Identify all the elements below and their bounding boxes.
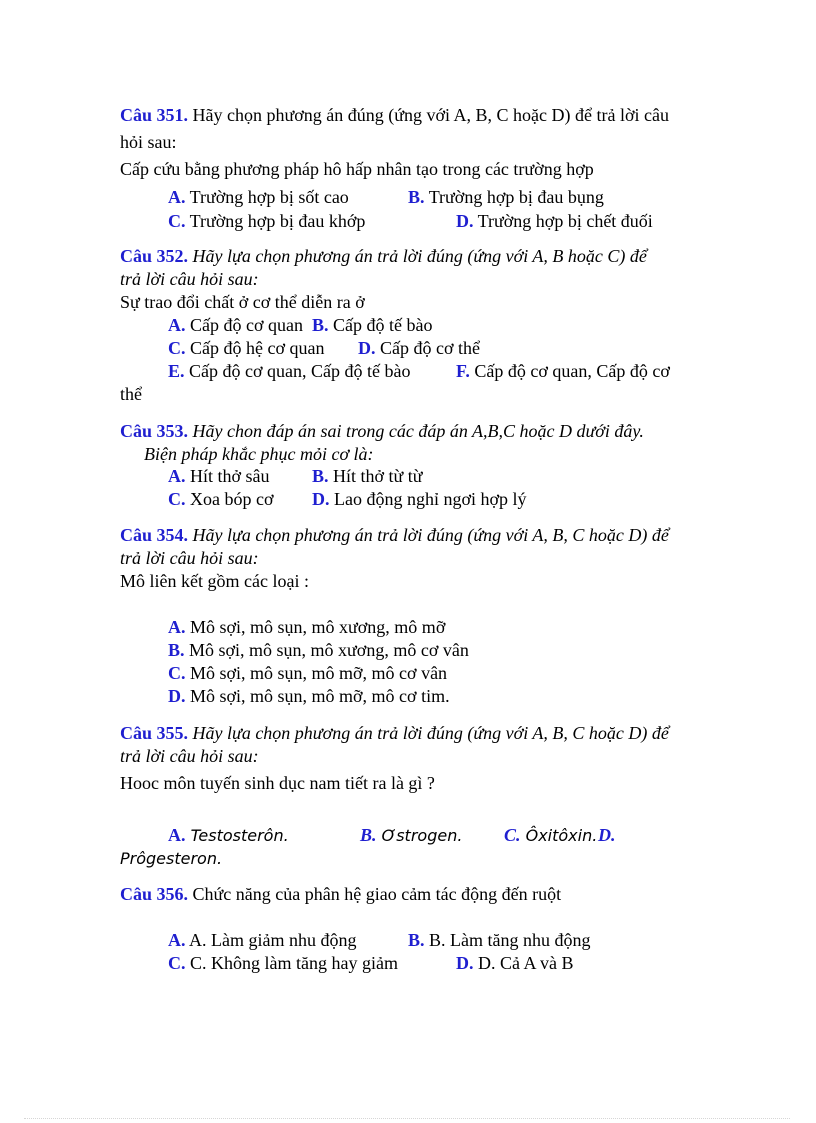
option-b: B. Trường hợp bị đau bụng [408,187,604,207]
option-d: D. Mô sợi, mô sụn, mô mỡ, mô cơ tim. [168,686,450,706]
option-c: C. C. Không làm tăng hay giảm [168,953,398,973]
question-prompt-line: trả lời câu hỏi sau: [120,269,259,289]
question-prompt-line: trả lời câu hỏi sau: [120,746,259,766]
option-c: C. Ôxitôxin. [504,825,598,845]
option-e: E. Cấp độ cơ quan, Cấp độ tế bào [168,361,411,381]
option-a: A. Cấp độ cơ quan [168,315,303,335]
question-number: Câu 353. [120,421,189,441]
option-d: D. Trường hợp bị chết đuối [456,211,653,231]
question-number: Câu 352. [120,246,189,266]
option-d: D. Lao động nghỉ ngơi hợp lý [312,489,527,509]
option-b: B. B. Làm tăng nhu động [408,930,591,950]
question-number: Câu 356. [120,884,189,904]
option-b: B. Cấp độ tế bào [312,315,433,335]
question-prompt-line [120,104,669,127]
question-prompt-line [120,524,669,547]
option-b: B. Ơstrogen. [360,825,463,845]
option-b: B. Hít thở từ từ [312,466,423,486]
option-d: D. Cấp độ cơ thể [358,338,480,358]
option-c: C. Trường hợp bị đau khớp [168,211,366,231]
question-prompt: Chức năng của phân hệ giao cảm tác động đến ruột [188,884,562,904]
question-prompt: Hãy lựa chọn phương án trả lời đúng (ứng với A, B, C hoặc D) để [188,723,669,743]
question-stem: Cấp cứu bằng phương pháp hô hấp nhân tạo trong các trường hợp [120,159,594,179]
question-number: Câu 351. [120,105,189,125]
question-prompt: Hãy lựa chọn phương án trả lời đúng (ứng với A, B, C hoặc D) để [188,525,669,545]
question-number: Câu 355. [120,723,189,743]
question-prompt-line: hỏi sau: [120,132,177,152]
option-c: C. Xoa bóp cơ [168,489,274,509]
option-a: A. Hít thở sâu [168,466,270,486]
option-a: A. A. Làm giảm nhu động [168,930,357,950]
page-bottom-divider [24,1118,790,1119]
question-stem: Mô liên kết gồm các loại : [120,571,309,591]
option-b: B. Mô sợi, mô sụn, mô xương, mô cơ vân [168,640,469,660]
option-a: A. Trường hợp bị sốt cao [168,187,349,207]
option-a: A. Mô sợi, mô sụn, mô xương, mô mỡ [168,617,446,637]
question-prompt-line: Biện pháp khắc phục mỏi cơ là: [144,444,374,464]
option-c: C. Cấp độ hệ cơ quan [168,338,325,358]
option-wrap-text: thể [120,384,142,404]
option-a: A. Testosterôn. [168,825,289,845]
option-f: F. Cấp độ cơ quan, Cấp độ cơ [456,361,670,381]
question-prompt-line: trả lời câu hỏi sau: [120,548,259,568]
question-stem: Hooc môn tuyến sinh dục nam tiết ra là gì ? [120,773,435,793]
question-prompt: Hãy chon đáp án sai trong các đáp án A,B,C hoặc D dưới đây. [188,421,644,441]
option-c: C. Mô sợi, mô sụn, mô mỡ, mô cơ vân [168,663,448,683]
question-number: Câu 354. [120,525,189,545]
question-prompt-line [120,420,644,443]
option-d: D. D. Cả A và B [456,953,574,973]
question-stem: Sự trao đổi chất ở cơ thể diễn ra ở [120,292,365,312]
question-prompt: Hãy lựa chọn phương án trả lời đúng (ứng với A, B hoặc C) để [188,246,647,266]
question-prompt-line [120,722,669,745]
question-prompt: Hãy chọn phương án đúng (ứng với A, B, C hoặc D) để trả lời câu [188,105,669,125]
option-wrap-text: Prôgesteron. [120,849,223,868]
question-prompt-line [120,883,561,906]
question-prompt-line [120,245,647,268]
option-d: D. [598,825,616,845]
